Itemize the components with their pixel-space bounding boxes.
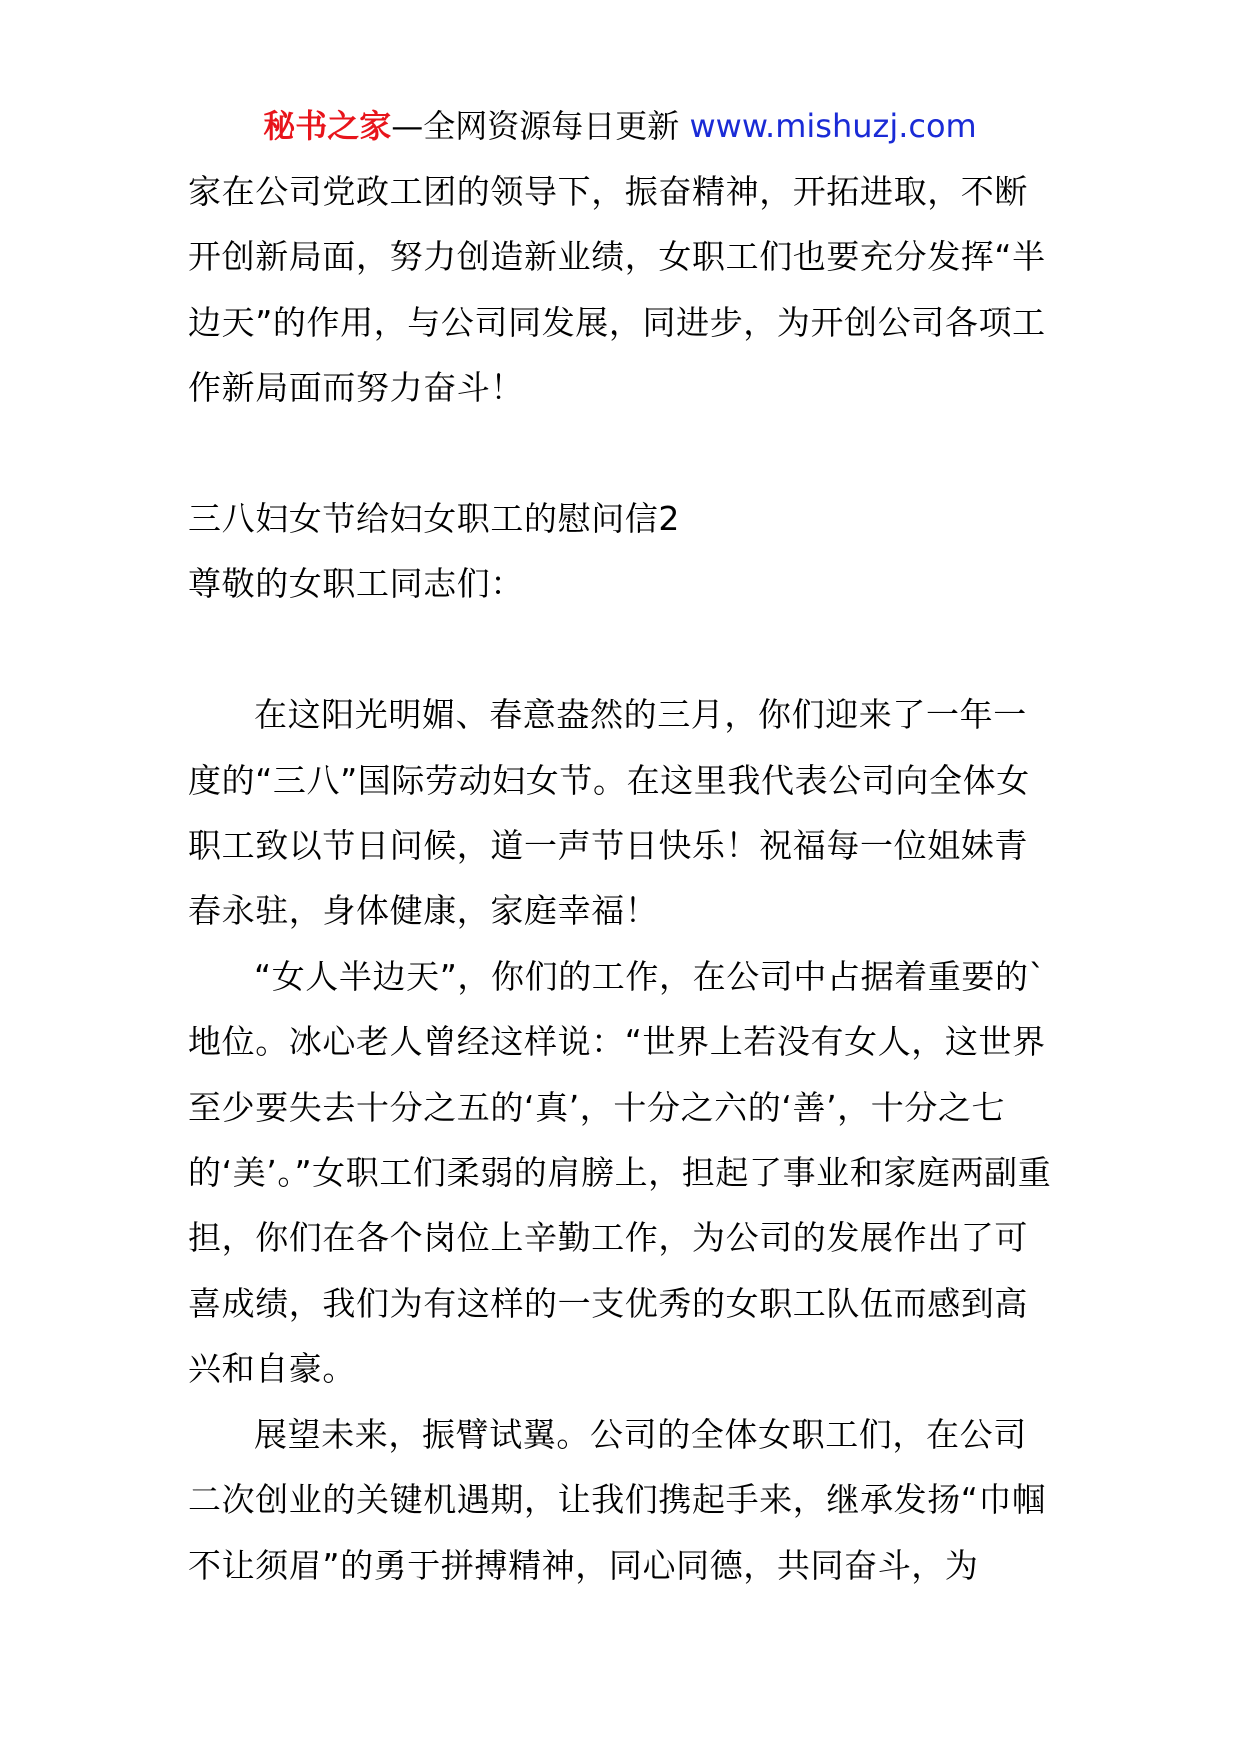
document-title: 三八妇女节给妇女职工的慰问信2 bbox=[188, 499, 680, 539]
site-brand: 秘书之家 bbox=[263, 107, 392, 145]
body-paragraph-3: 展望未来，振臂试翼。公司的全体女职工们，在公司二次创业的关键机遇期，让我们携起手来，继承发扬“巾帼不让须眉”的勇于拼搏精神，同心同德，共同奋斗，为 bbox=[188, 1414, 1046, 1585]
spacer bbox=[188, 617, 1058, 682]
body-paragraph-2: “女人半边天”，你们的工作，在公司中占据着重要的`地位。冰心老人曾经这样说：“世界上若没有女人，这世界至少要失去十分之五的‘真’，十分之六的‘善’，十分之七的‘美’。”女职工们柔弱的肩膀上，担起了事业和家庭两副重担，你们在各个岗位上辛勤工作，为公司的发展作出了可喜成绩，我们为有这样的一支优秀的女职工队伍而感到高兴和自豪。 bbox=[188, 956, 1052, 1389]
salutation: 尊敬的女职工同志们： bbox=[188, 564, 524, 604]
site-url-link[interactable]: www.mishuzj.com bbox=[689, 107, 977, 145]
site-tagline: —全网资源每日更新 bbox=[391, 107, 680, 145]
intro-paragraph: 家在公司党政工团的领导下，振奋精神，开拓进取，不断开创新局面，努力创造新业绩，女职工们也要充分发挥“半边天”的作用，与公司同发展，同进步，为开创公司各项工作新局面而努力奋斗！ bbox=[188, 172, 1046, 408]
document-body bbox=[188, 159, 1058, 1598]
spacer bbox=[188, 421, 1058, 486]
body-paragraph-1: 在这阳光明媚、春意盎然的三月，你们迎来了一年一度的“三八”国际劳动妇女节。在这里我代表公司向全体女职工致以节日问候，道一声节日快乐！祝福每一位姐妹青春永驻，身体健康，家庭幸福！ bbox=[188, 695, 1030, 931]
site-header bbox=[0, 104, 1240, 148]
